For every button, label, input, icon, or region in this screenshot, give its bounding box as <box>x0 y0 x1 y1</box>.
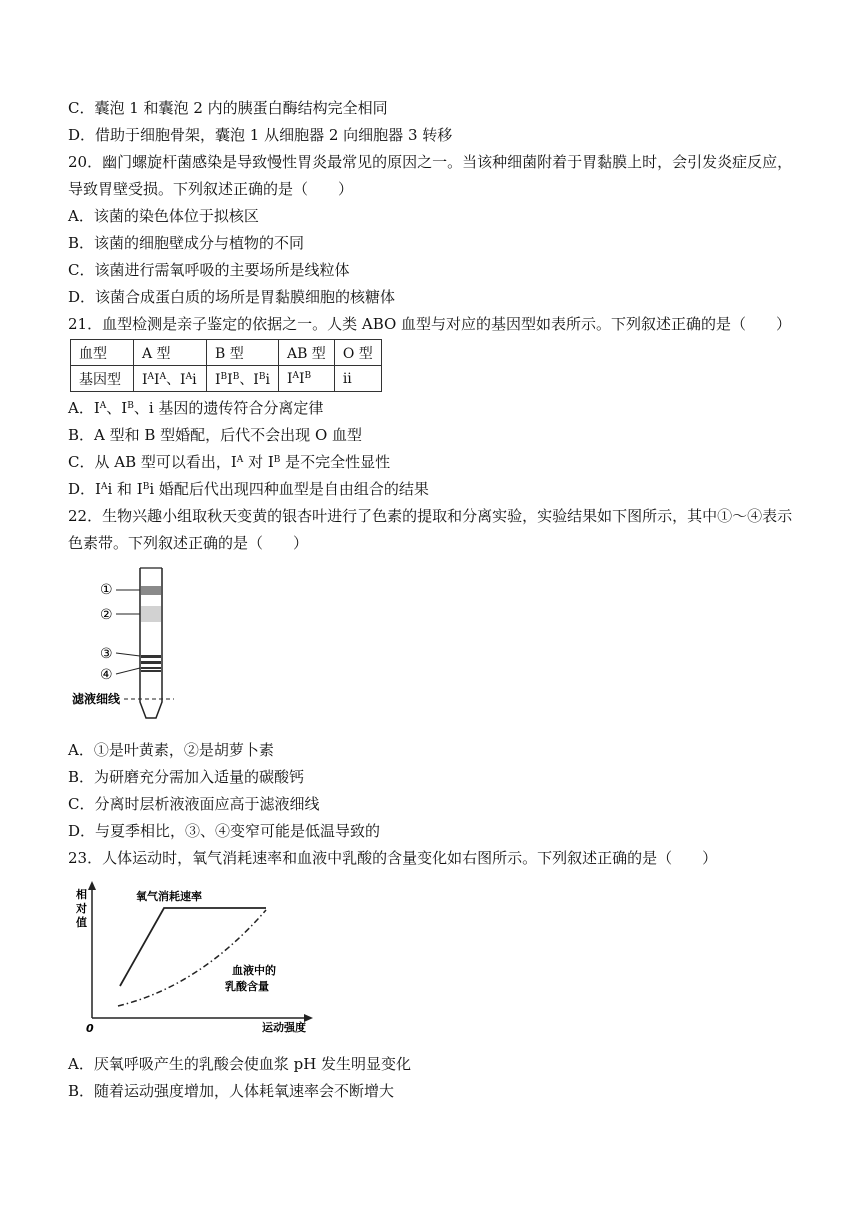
q22-stem-line1: 22．生物兴趣小组取秋天变黄的银杏叶进行了色素的提取和分离实验，实验结果如下图所示，其中①～④表示 <box>68 507 793 525</box>
band-label-1: ① <box>100 582 113 598</box>
x-axis-label: 运动强度 <box>262 1021 306 1034</box>
table-row <box>71 340 382 366</box>
table-cell: 血型 <box>71 340 134 366</box>
q20-option-a: A．该菌的染色体位于拟核区 <box>68 207 259 225</box>
q20-stem-line1: 20．幽门螺旋杆菌感染是导致慢性胃炎最常见的原因之一。当该种细菌附着于胃黏膜上时，会引发炎症反应， <box>68 153 793 171</box>
table-cell: O 型 <box>334 340 381 366</box>
q20-option-d: D．该菌合成蛋白质的场所是胃黏膜细胞的核糖体 <box>68 288 396 306</box>
baseline-label: 滤液细线 <box>72 692 121 706</box>
table-cell: 基因型 <box>71 366 134 392</box>
q21-stem: 21．血型检测是亲子鉴定的依据之一。人类 ABO 血型与对应的基因型如表所示。下列叙述正确的是（ ） <box>68 315 792 333</box>
exercise-chart <box>70 878 330 1038</box>
table-cell: AB 型 <box>278 340 334 366</box>
q23-option-b: B．随着运动强度增加，人体耗氧速率会不断增大 <box>68 1082 395 1100</box>
band-label-3: ③ <box>100 646 113 662</box>
q21-option-d: D．$I^Ai$ 和 $I^Bi$ 婚配后代出现四种血型是自由组合的结果 <box>68 480 429 498</box>
q22-option-d: D．与夏季相比，③、④变窄可能是低温导致的 <box>68 822 381 840</box>
y-axis-label-char: 值 <box>76 916 87 929</box>
q23-option-a: A．厌氧呼吸产生的乳酸会使血浆 pH 发生明显变化 <box>68 1055 412 1073</box>
q20-option-b: B．该菌的细胞壁成分与植物的不同 <box>68 234 305 252</box>
band-label-2: ② <box>100 607 113 623</box>
q21-option-a: A．$I^A$、$I^B$、i 基因的遗传符合分离定律 <box>68 399 324 417</box>
table-cell: ii <box>334 366 381 392</box>
pigment-band-2 <box>141 606 161 622</box>
q22-option-b: B．为研磨充分需加入适量的碳酸钙 <box>68 768 305 786</box>
q20-stem-line2: 导致胃壁受损。下列叙述正确的是（ ） <box>68 180 354 198</box>
table-cell: B 型 <box>207 340 279 366</box>
pigment-band-1 <box>141 586 161 595</box>
q21-option-c: C．从 AB 型可以看出，$I^A$ 对 $I^B$ 是不完全性显性 <box>68 453 391 471</box>
lactic-acid-label-line1: 血液中的 <box>232 964 276 977</box>
oxygen-consumption-label: 氧气消耗速率 <box>136 890 202 903</box>
q22-stem-line2: 色素带。下列叙述正确的是（ ） <box>68 534 309 552</box>
table-cell: $I^BI^B$、$I^Bi$ <box>207 366 279 392</box>
q22-option-c: C．分离时层析液液面应高于滤液细线 <box>68 795 320 813</box>
y-axis-label-char: 相 <box>76 888 87 901</box>
q21-option-b: B．A 型和 B 型婚配，后代不会出现 O 血型 <box>68 426 363 444</box>
q19-option-c: C．囊泡 1 和囊泡 2 内的胰蛋白酶结构完全相同 <box>68 99 388 117</box>
table-cell: $I^AI^B$ <box>278 366 334 392</box>
table-cell: A 型 <box>134 340 207 366</box>
chromatography-figure <box>70 562 200 732</box>
origin-label: 0 <box>86 1022 94 1035</box>
table-cell: $I^AI^A$、$I^Ai$ <box>134 366 207 392</box>
table-row <box>71 366 382 392</box>
q23-stem: 23．人体运动时，氧气消耗速率和血液中乳酸的含量变化如右图所示。下列叙述正确的是（ ） <box>68 849 718 867</box>
pigment-band-4 <box>141 661 161 664</box>
pigment-band-3 <box>141 655 161 658</box>
y-axis-label-char: 对 <box>76 902 87 915</box>
q19-option-d: D．借助于细胞骨架，囊泡 1 从细胞器 2 向细胞器 3 转移 <box>68 126 453 144</box>
q20-option-c: C．该菌进行需氧呼吸的主要场所是线粒体 <box>68 261 350 279</box>
blood-type-table <box>70 339 382 392</box>
q22-option-a: A．①是叶黄素，②是胡萝卜素 <box>68 741 274 759</box>
lactic-acid-label-line2: 乳酸含量 <box>225 980 269 993</box>
band-label-4: ④ <box>100 667 113 683</box>
